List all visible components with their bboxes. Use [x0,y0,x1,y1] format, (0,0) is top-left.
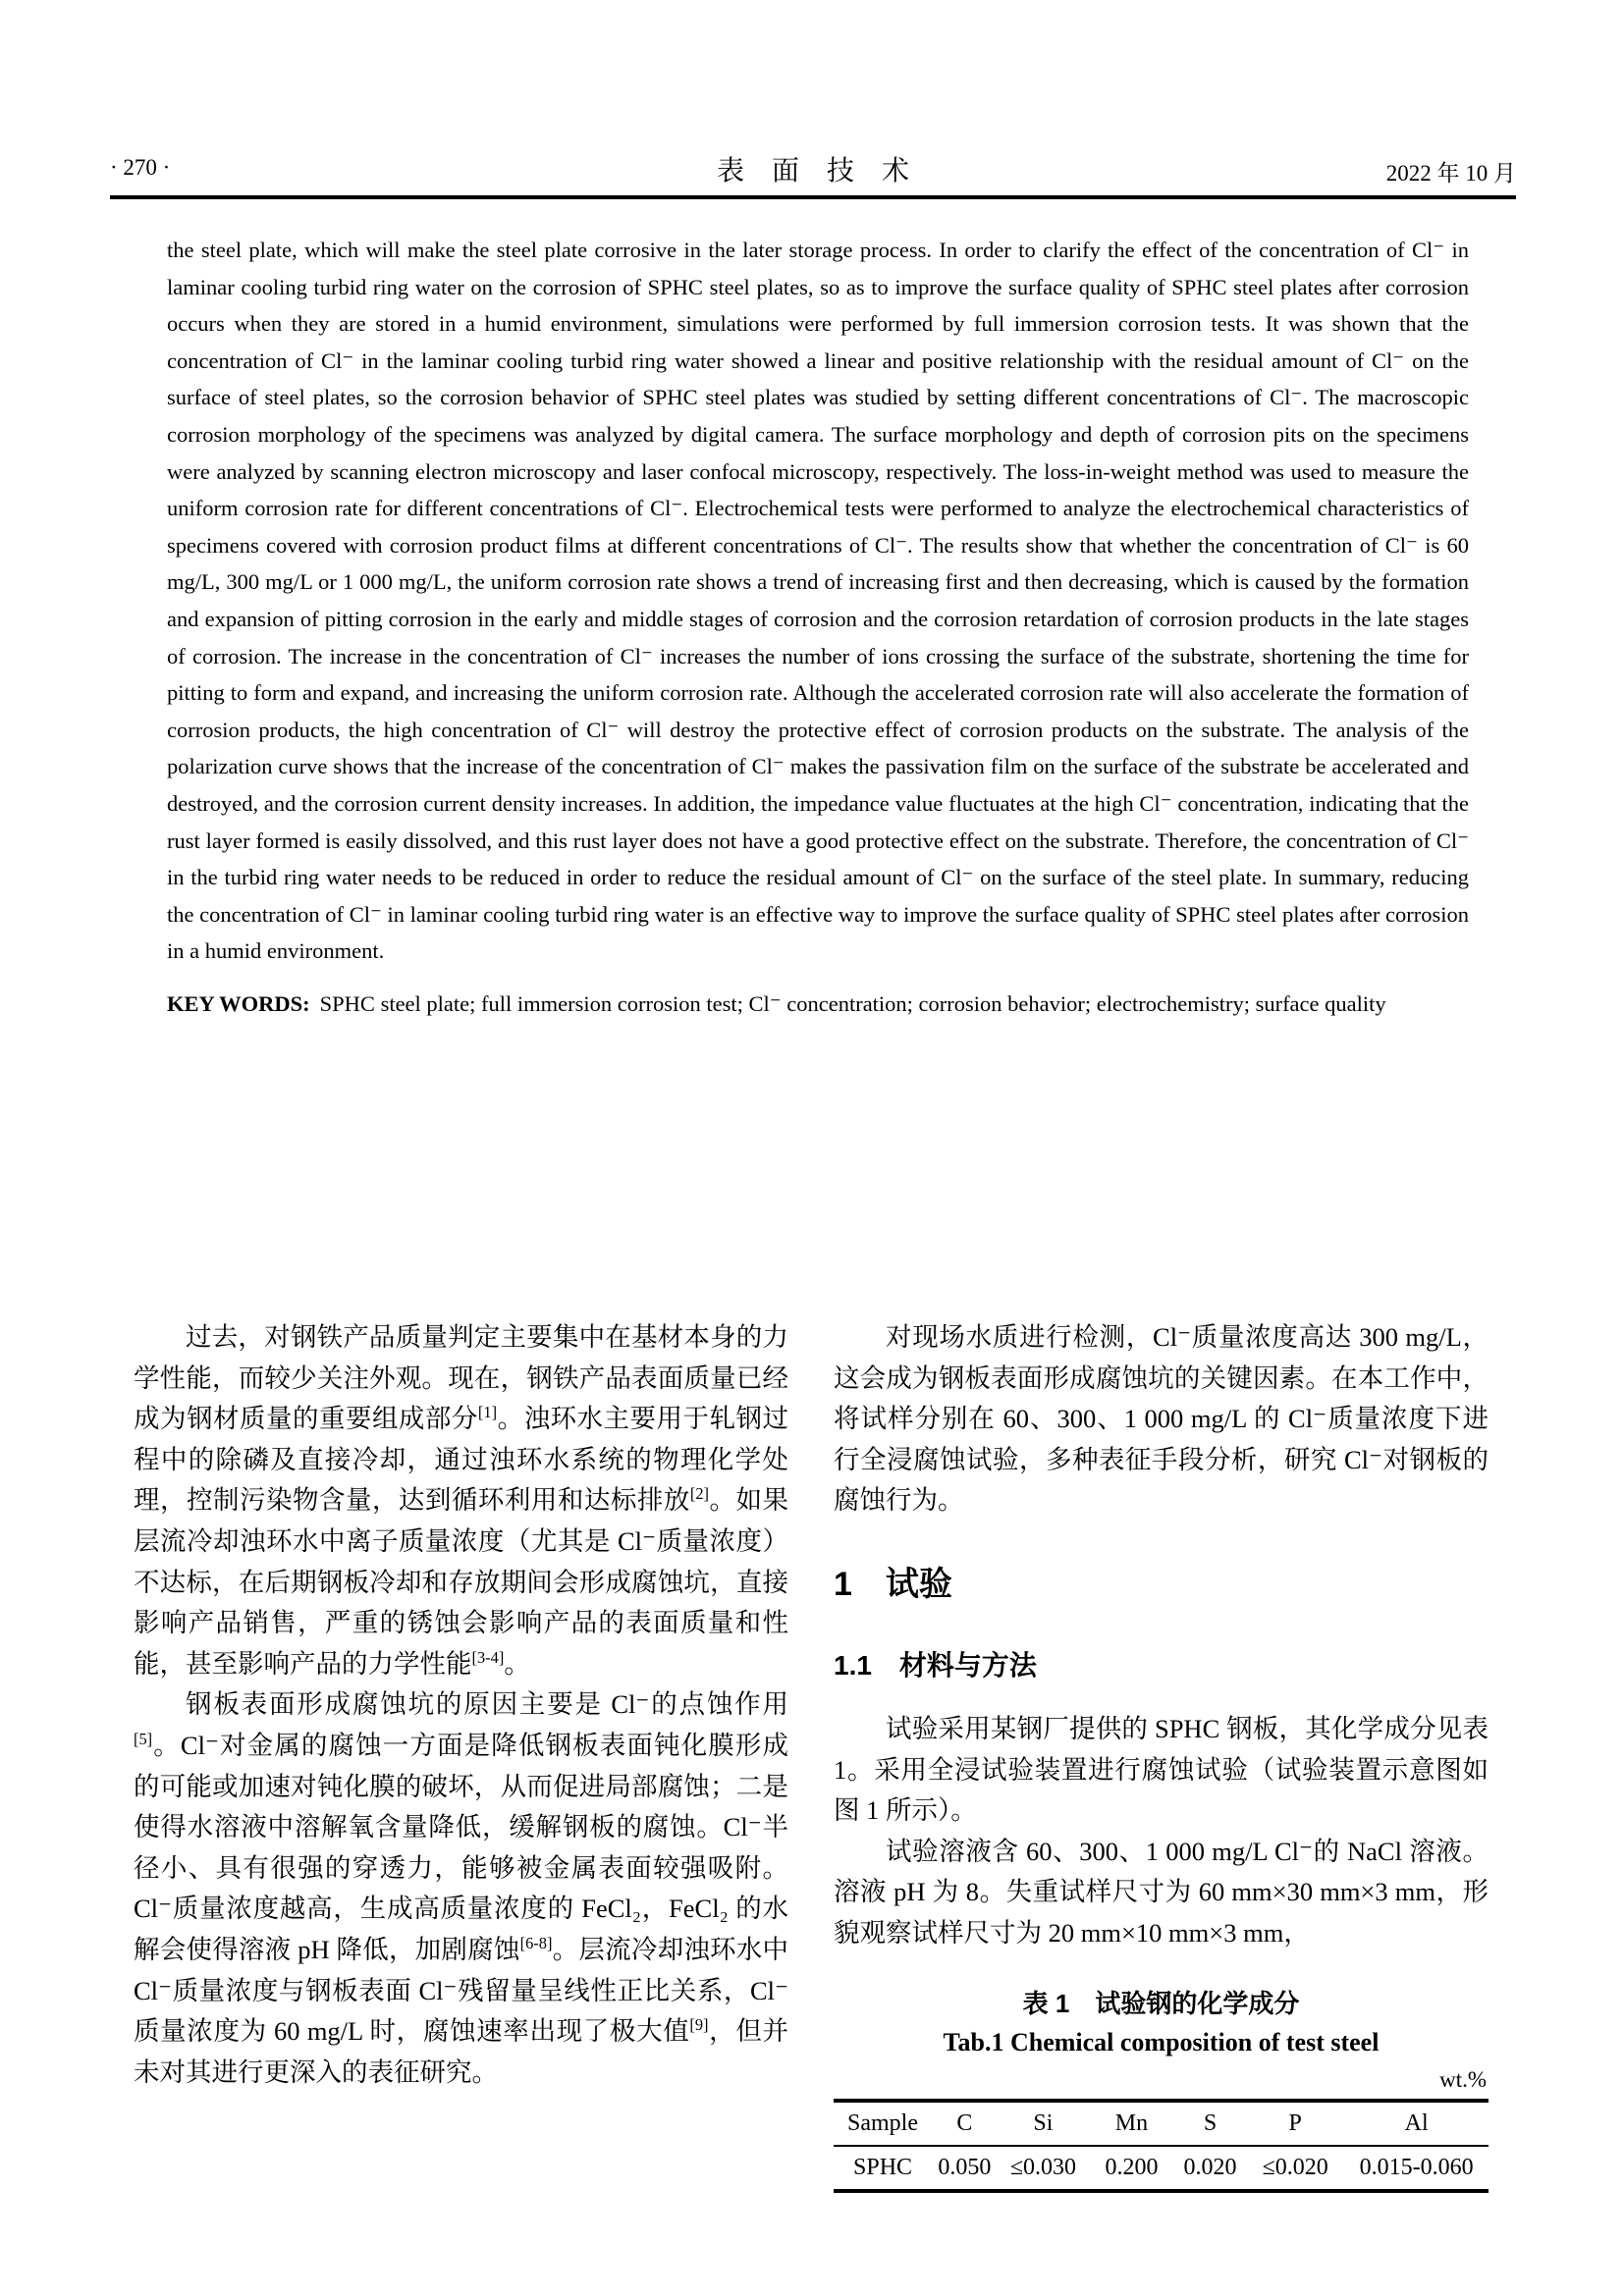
table-1-cell: 0.015-0.060 [1359,2154,1474,2180]
table-1-caption [834,1984,1489,2057]
table-1-body [834,2146,1489,2191]
table-1-head [834,2101,1489,2146]
citation-superscript: [3-4] [471,1647,505,1667]
table-1-caption-zh: 表 1 试验钢的化学成分 [1022,1988,1300,2018]
abstract-section [167,232,1469,1022]
header-rule [110,195,1516,199]
body-paragraph: 对现场水质进行检测，Cl⁻质量浓度高达 300 mg/L，这会成为钢板表面形成腐蚀坑的关键因素。在本工作中，将试样分别在 60、300、1 000 mg/L 的 Cl⁻质量浓度下进行全浸腐蚀试验，多种表征手段分析，研究 Cl⁻对钢板的腐蚀行为。 [834,1322,1489,1516]
table-1-column-header: S [1203,2109,1218,2136]
table-1-unit-label: wt.% [1439,2066,1487,2092]
table-1-column-header: Si [1033,2109,1054,2136]
citation-superscript: [9] [689,2015,709,2035]
table-1-column-header: C [956,2109,973,2136]
table-1-row [834,2146,1489,2191]
table-1-caption-en: Tab.1 Chemical composition of test steel [943,2027,1380,2056]
section-1-heading: 1 试验 [834,1565,952,1603]
keywords-line [167,986,1469,1023]
table-1-cell: 0.050 [938,2154,992,2180]
left-column [134,1317,788,2193]
journal-title: 表 面 技 术 [716,156,910,187]
table-1-column-header: Al [1404,2109,1429,2136]
table-1-column-header: Sample [847,2109,919,2136]
table-1-column-header: Mn [1114,2109,1149,2136]
table-1 [834,2099,1489,2193]
body-paragraph: 钢板表面形成腐蚀坑的原因主要是 Cl⁻的点蚀作用[5]。Cl⁻对金属的腐蚀一方面是降低钢板表面钝化膜形成的可能或加速对钝化膜的破坏，从而促进局部腐蚀；二是使得水溶液中溶解氧含量降低，缓解钢板的腐蚀。Cl⁻半径小、具有很强的穿透力，能够被金属表面较强吸附。Cl⁻质量浓度越高，生成高质量浓度的 FeCl₂，FeCl₂ 的水解会使得溶液 pH 降低，加剧腐蚀[6-8]。层流冷却浊环水中 Cl⁻质量浓度与钢板表面 Cl⁻残留量呈线性正比关系，Cl⁻质量浓度为 60 mg/L 时，腐蚀速率出现了极大值[9]，但并未对其进行更深入的表征研究。 [134,1689,789,2087]
body-paragraph: 过去，对钢铁产品质量判定主要集中在基材本身的力学性能，而较少关注外观。现在，钢铁产品表面质量已经成为钢材质量的重要组成部分[1]。浊环水主要用于轧钢过程中的除磷及直接冷却，通过浊环水系统的物理化学处理，控制污染物含量，达到循环利用和达标排放[2]。如果层流冷却浊环水中离子质量浓度（尤其是 Cl⁻质量浓度）不达标，在后期钢板冷却和存放期间会形成腐蚀坑，直接影响产品销售，严重的锈蚀会影响产品的表面质量和性能，甚至影响产品的力学性能[3-4]。 [134,1322,789,1679]
keywords-label: KEY WORDS: [167,990,310,1016]
citation-superscript: [6-8] [519,1934,553,1953]
issue-date: 2022 年 10 月 [1385,161,1516,186]
table-1-column-header: P [1288,2109,1302,2136]
table-1-cell: SPHC [853,2154,913,2180]
table-1-cell: ≤0.020 [1262,2154,1328,2180]
page-number: · 270 · [110,155,171,180]
citation-superscript: [1] [477,1403,498,1422]
body-paragraph: 试验采用某钢厂提供的 SPHC 钢板，其化学成分见表 1。采用全浸试验装置进行腐蚀试验（试验装置示意图如图 1 所示）。 [834,1713,1489,1826]
table-1-cell: ≤0.030 [1009,2154,1076,2180]
table-1-header-row [834,2101,1489,2146]
abstract-text: the steel plate, which will make the steel plate corrosive in the later storage process. In order to clarify the effect of the concentration of Cl⁻ in laminar cooling turbid ring water on the corrosion of SPHC steel plates, so as to improve the surface quality of SPHC steel plates after corrosion occurs when they are stored in a humid environment, simulations were performed by full immersion corrosion tests. It was shown that the concentration of Cl⁻ in the laminar cooling turbid ring water showed a linear and positive relationship with the residual amount of Cl⁻ on the surface of steel plates, so the corrosion behavior of SPHC steel plates was studied by setting different concentrations of Cl⁻. The macroscopic corrosion morphology of the specimens was analyzed by digital camera. The surface morphology and depth of corrosion pits on the specimens were analyzed by scanning electron microscopy and laser confocal microscopy, respectively. The loss-in-weight method was used to measure the uniform corrosion rate for different concentrations of Cl⁻. Electrochemical tests were performed to analyze the electrochemical characteristics of specimens covered with corrosion product films at different concentrations of Cl⁻. The results show that whether the concentration of Cl⁻ is 60 mg/L, 300 mg/L or 1 000 mg/L, the uniform corrosion rate shows a trend of increasing first and then decreasing, which is caused by the formation and expansion of pitting corrosion in the early and middle stages of corrosion and the corrosion retardation of corrosion products in the late stages of corrosion. The increase in the concentration of Cl⁻ increases the number of ions crossing the surface of the substrate, shortening the time for pitting to form and expand, and increasing the uniform corrosion rate. Although the accelerated corrosion rate will also accelerate the formation of corrosion products, the high concentration of Cl⁻ will destroy the protective effect of corrosion products on the substrate. The analysis of the polarization curve shows that the increase of the concentration of Cl⁻ makes the passivation film on the surface of the substrate be accelerated and destroyed, and the corrosion current density increases. In addition, the impedance value fluctuates at the high Cl⁻ concentration, indicating that the rust layer formed is easily dissolved, and this rust layer does not have a good protective effect on the substrate. Therefore, the concentration of Cl⁻ in the turbid ring water needs to be reduced in order to reduce the residual amount of Cl⁻ on the surface of the steel plate. In summary, reducing the concentration of Cl⁻ in laminar cooling turbid ring water is an effective way to improve the surface quality of SPHC steel plates after corrosion in a humid environment. [167,238,1469,964]
citation-superscript: [2] [689,1484,710,1504]
right-column [834,1317,1489,2193]
table-1-cell: 0.200 [1105,2154,1159,2180]
section-1-1-heading: 1.1 材料与方法 [834,1649,1037,1681]
body-paragraph: 试验溶液含 60、300、1 000 mg/L Cl⁻的 NaCl 溶液。溶液 pH 为 8。失重试样尺寸为 60 mm×30 mm×3 mm，形貌观察试样尺寸为 20 mm×10 mm×3 mm， [834,1836,1489,1948]
keywords-text: SPHC steel plate; full immersion corrosion test; Cl⁻ concentration; corrosion behavior; electrochemistry; surface quality [319,990,1386,1016]
running-head [110,149,1516,188]
citation-superscript: [5] [134,1730,153,1749]
two-column-body [134,1317,1489,2193]
table-1-cell: 0.020 [1183,2154,1237,2180]
